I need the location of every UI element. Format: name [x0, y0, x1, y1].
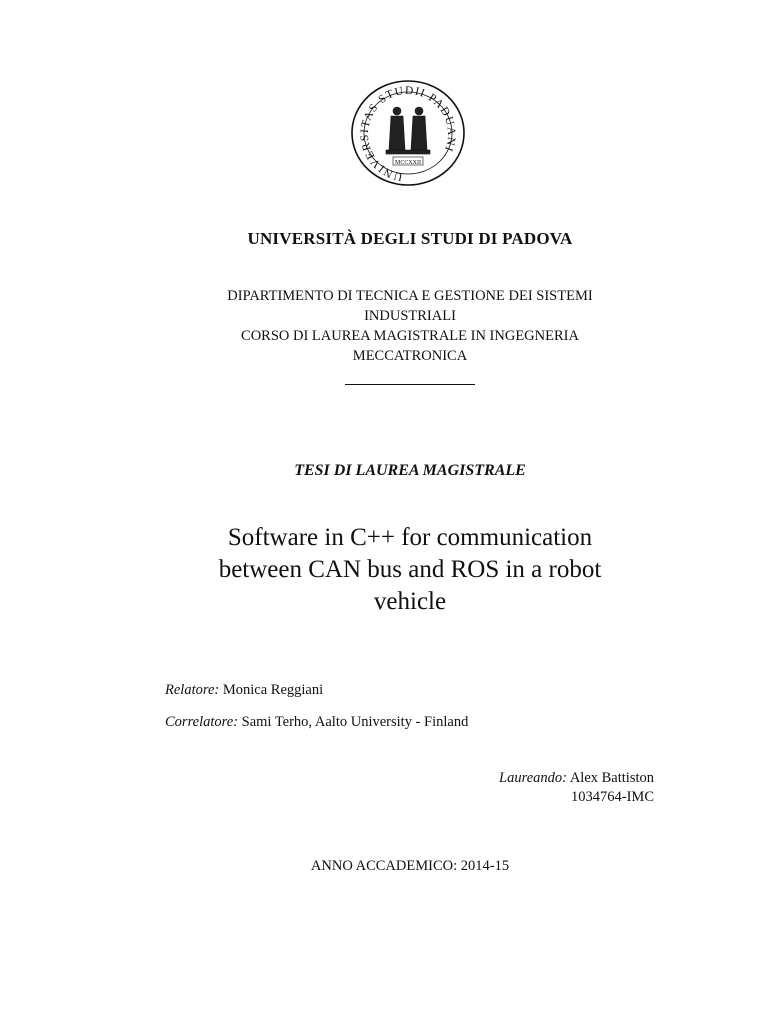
thesis-title: [0, 522, 768, 618]
laureando-block: [499, 769, 654, 807]
relatore-label: Relatore:: [165, 682, 220, 698]
student-id: 1034764-IMC: [571, 789, 654, 805]
thesis-type: TESI DI LAUREA MAGISTRALE: [294, 462, 526, 479]
correlatore-name: Sami Terho, Aalto University - Finland: [241, 714, 469, 730]
title-line: between CAN bus and ROS in a robot: [218, 556, 602, 583]
university-seal-icon: [349, 78, 467, 188]
course-line: CORSO DI LAUREA MAGISTRALE IN INGEGNERIA: [241, 328, 579, 344]
title-line: vehicle: [373, 588, 447, 615]
title-line: Software in C++ for communication: [227, 524, 593, 551]
laureando-name: Alex Battiston: [569, 770, 654, 786]
academic-year: ANNO ACCADEMICO: 2014-15: [310, 858, 510, 874]
department-line: DIPARTIMENTO DI TECNICA E GESTIONE DEI SISTEMI: [227, 288, 593, 304]
department-block: [0, 286, 768, 366]
relatore-name: Monica Reggiani: [222, 682, 324, 698]
seal-year: MCCXXII: [394, 160, 422, 166]
course-line: MECCATRONICA: [352, 348, 468, 364]
department-line: INDUSTRIALI: [364, 308, 456, 324]
correlatore-line: [165, 714, 468, 731]
correlatore-label: Correlatore:: [165, 714, 239, 730]
seal-ring-text: UNIVERSITAS STUDII PADUANI: [358, 84, 458, 183]
relatore-line: [165, 682, 323, 699]
divider-rule: [345, 384, 475, 385]
svg-text:UNIVERSITAS STUDII PADUANI: [359, 85, 457, 183]
university-name: UNIVERSITÀ DEGLI STUDI DI PADOVA: [247, 229, 573, 248]
laureando-label: Laureando:: [499, 770, 567, 786]
